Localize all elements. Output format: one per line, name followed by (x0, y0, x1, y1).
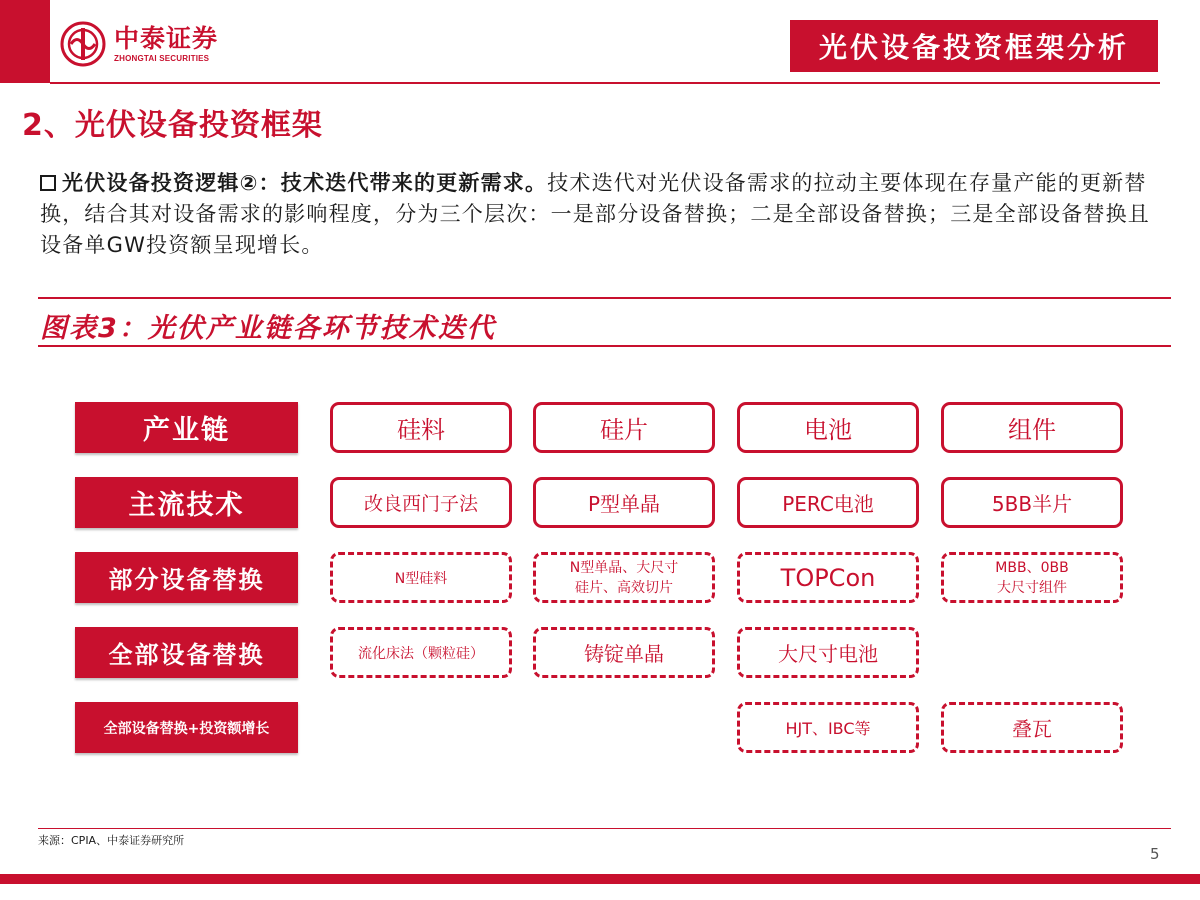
cell-n-type-silicon: N型硅料 (330, 552, 512, 603)
row-label-industry-chain: 产业链 (75, 402, 298, 453)
figure-title-rule (38, 345, 1171, 347)
page-number: 5 (1150, 845, 1160, 863)
cell-large-size-cell: 大尺寸电池 (737, 627, 919, 678)
company-logo (60, 18, 260, 70)
cell-module: 组件 (941, 402, 1123, 453)
cell-fluidized-bed: 流化床法（颗粒硅） (330, 627, 512, 678)
body-paragraph (40, 168, 1170, 261)
cell-5bb-half-cut: 5BB半片 (941, 477, 1123, 528)
cell-silicon-wafer: 硅片 (533, 402, 715, 453)
header-banner-title: 光伏设备投资框架分析 (790, 20, 1158, 72)
zhongtai-logo-icon (60, 21, 106, 67)
figure-top-rule (38, 297, 1171, 299)
row-label-partial-replacement: 部分设备替换 (75, 552, 298, 603)
logo-english-name: ZHONGTAI SECURITIES (114, 53, 210, 63)
row-label-full-replacement-investment-growth: 全部设备替换+投资额增长 (75, 702, 298, 753)
cell-cell: 电池 (737, 402, 919, 453)
header-accent-strip (0, 0, 50, 83)
source-divider (38, 828, 1171, 829)
footer-bar (0, 874, 1200, 884)
figure-title: 图表3：光伏产业链各环节技术迭代 (40, 313, 496, 344)
paragraph-lead: 光伏设备投资逻辑②：技术迭代带来的更新需求。 (62, 171, 548, 195)
logo-chinese-name: 中泰证券 (114, 23, 219, 53)
cell-mbb-module: MBB、0BB 大尺寸组件 (941, 552, 1123, 603)
cell-perc: PERC电池 (737, 477, 919, 528)
section-title: 2、光伏设备投资框架 (22, 108, 323, 143)
cell-cast-mono: 铸锭单晶 (533, 627, 715, 678)
header-divider (50, 82, 1160, 84)
cell-hjt-ibc: HJT、IBC等 (737, 702, 919, 753)
cell-shingled: 叠瓦 (941, 702, 1123, 753)
paragraph-text: 技术迭代对光伏设备需求的拉动主要体现在存量产能的更新替换，结合其对设备需求的影响程度，分为三个层次：一是部分设备替换；二是全部设备替换；三是全部设备替换且设备单GW投资额呈现增长。 (40, 171, 1150, 257)
cell-n-type-wafer: N型单晶、大尺寸 硅片、高效切片 (533, 552, 715, 603)
cell-modified-siemens: 改良西门子法 (330, 477, 512, 528)
row-label-mainstream-tech: 主流技术 (75, 477, 298, 528)
source-note: 来源：CPIA、中泰证券研究所 (38, 834, 185, 847)
square-bullet-icon (40, 175, 56, 191)
cell-silicon-material: 硅料 (330, 402, 512, 453)
row-label-full-replacement: 全部设备替换 (75, 627, 298, 678)
cell-p-type-mono: P型单晶 (533, 477, 715, 528)
cell-topcon: TOPCon (737, 552, 919, 603)
